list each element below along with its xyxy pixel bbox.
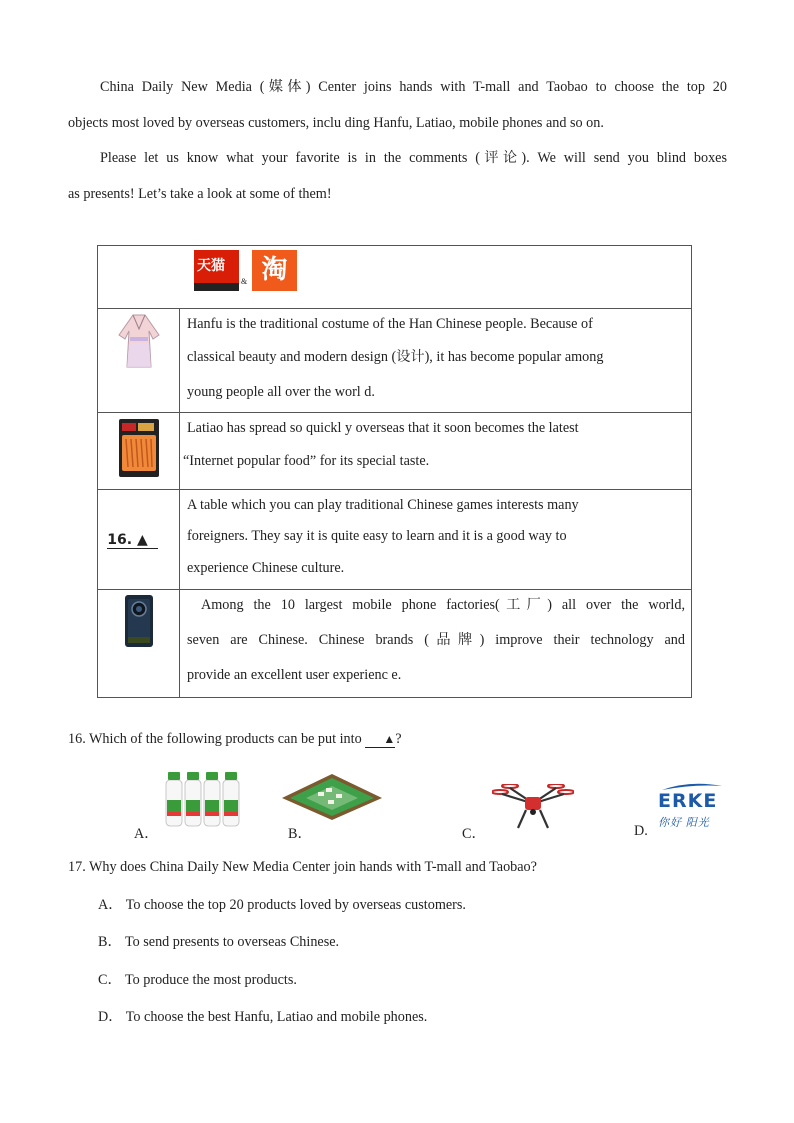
blank-cell [98, 490, 180, 590]
logo-ampersand: & [241, 277, 248, 286]
game-line-2: foreigners. They say it is quite easy to learn and it is a good way to [187, 528, 567, 544]
intro-line-1: China Daily New Media (媒体) Center joins hands with T-mall and Taobao to choose the top 20 [100, 79, 727, 95]
mobile-phone-icon [122, 593, 156, 649]
intro-line-4: as presents! Let’s take a look at some of them! [68, 186, 332, 202]
q16-blank: ▲ [365, 732, 395, 748]
q16-option-c[interactable] [462, 770, 582, 842]
option-d-label: D. [634, 823, 648, 839]
q16-option-a[interactable] [134, 770, 244, 842]
latiao-cell [98, 413, 180, 490]
phone-line-1: Among the 10 largest mobile phone factories(工厂) all over the world, [201, 597, 685, 613]
blank-label: 16. ▲ [107, 532, 157, 549]
q16-option-d[interactable] [634, 770, 744, 839]
q16-stem: 16. Which of the following products can be put into [68, 731, 362, 747]
game-line-1: A table which you can play traditional Chinese games interests many [187, 497, 579, 513]
intro-line-2: objects most loved by overseas customers, inclu ding Hanfu, Latiao, mobile phones and so on. [68, 115, 604, 131]
intro-line-3: Please let us know what your favorite is in the comments (评论). We will send you blind boxes [100, 150, 727, 166]
latiao-text-cell [180, 413, 692, 490]
hanfu-cell [98, 309, 180, 413]
erke-logo-icon: ERKE 你好 阳光 [658, 782, 734, 830]
phone-cell [98, 590, 180, 698]
option-b-label: B． [288, 826, 312, 842]
hanfu-icon [115, 313, 163, 369]
phone-line-3: provide an excellent user experienc e. [187, 667, 402, 683]
q17-text: 17. Why does China Daily New Media Center join hands with T-mall and Taobao? [68, 859, 537, 875]
q17-option-a[interactable]: A． To choose the top 20 products loved by overseas customers. [98, 897, 466, 913]
q17-option-c[interactable]: C． To produce the most products. [98, 972, 297, 988]
option-a-label: A． [134, 826, 159, 842]
latiao-icon [117, 417, 161, 479]
latiao-line-2: “Internet popular food” for its special taste. [183, 453, 430, 469]
taobao-logo: 淘 [252, 250, 297, 291]
option-c-label: C． [462, 826, 486, 842]
logo-row [98, 246, 692, 309]
game-table-text-cell [180, 490, 692, 590]
q16-option-b[interactable] [288, 770, 418, 842]
milk-bottles-icon [164, 770, 242, 828]
q17-option-d[interactable]: D． To choose the best Hanfu, Latiao and mobile phones. [98, 1009, 428, 1025]
q16-end: ? [395, 731, 402, 747]
hanfu-line-1: Hanfu is the traditional costume of the Han Chinese people. Because of [187, 316, 593, 332]
tmall-logo: 天猫 [194, 250, 239, 291]
phone-line-2: seven are Chinese. Chinese brands (品牌) improve their technology and [187, 632, 685, 648]
latiao-line-1: Latiao has spread so quickl y overseas that it soon becomes the latest [187, 420, 579, 436]
q16-text [68, 731, 402, 748]
q17-option-b[interactable]: B． To send presents to overseas Chinese. [98, 934, 340, 950]
drone-icon [492, 784, 574, 836]
phone-text-cell [180, 590, 692, 698]
mahjong-table-icon [280, 772, 384, 822]
game-line-3: experience Chinese culture. [187, 560, 345, 576]
hanfu-line-3: young people all over the worl d. [187, 384, 375, 400]
product-table [97, 245, 692, 698]
hanfu-line-2: classical beauty and modern design (设计), it has become popular among [187, 349, 604, 365]
hanfu-text-cell [180, 309, 692, 413]
